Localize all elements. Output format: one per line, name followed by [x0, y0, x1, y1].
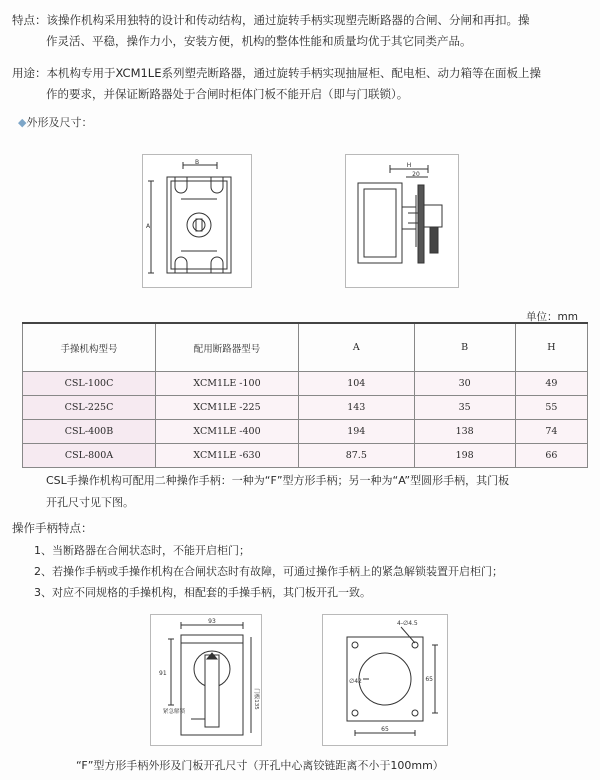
header-b: B — [414, 323, 515, 372]
cell-b: 35 — [414, 396, 515, 420]
features-label: 特点： — [12, 13, 47, 27]
spec-table — [22, 322, 588, 468]
section-title — [18, 114, 92, 130]
table-header-row — [23, 323, 588, 372]
dim-b-label: B — [194, 159, 200, 166]
cell-breaker: XCM1LE -100 — [156, 372, 299, 396]
cell-model: CSL-100C — [23, 372, 156, 396]
header-a: A — [299, 323, 415, 372]
cell-h: 66 — [515, 444, 587, 468]
diamond-icon: ◆ — [18, 116, 27, 129]
circle-dim-label: ∅42 — [349, 678, 362, 685]
cell-h: 74 — [515, 420, 587, 444]
cell-breaker: XCM1LE -225 — [156, 396, 299, 420]
cell-a: 143 — [299, 396, 415, 420]
table-row — [23, 396, 588, 420]
cell-h: 49 — [515, 372, 587, 396]
dim-a-label: A — [146, 223, 151, 230]
dim-h-label: H — [406, 162, 412, 169]
feature-item-2: 2、若操作手柄或手操作机构在合闸状态时有故障，可通过操作手柄上的紧急解锁装置开启柜门； — [34, 565, 503, 578]
header-model: 手操机构型号 — [23, 323, 156, 372]
cell-model: CSL-800A — [23, 444, 156, 468]
dim-20-label: 20 — [412, 171, 420, 178]
hole-label: 4-∅4.5 — [397, 620, 418, 627]
table-row — [23, 444, 588, 468]
usage-label: 用途： — [12, 66, 47, 80]
feature-item-3: 3、对应不同规格的手操机构，相配套的手操手柄，其门板开孔一致。 — [34, 586, 371, 599]
cell-model: CSL-400B — [23, 420, 156, 444]
cell-a: 87.5 — [299, 444, 415, 468]
dim-65-vertical: 65 — [425, 676, 433, 683]
door-cutout-drawing — [322, 614, 448, 746]
cell-a: 194 — [299, 420, 415, 444]
cell-a: 104 — [299, 372, 415, 396]
f-handle-drawing — [150, 614, 262, 746]
usage-line2: 作的要求，并保证断路器处于合闸时柜体门板不能开启（即与门联锁）。 — [46, 87, 409, 101]
header-breaker: 配用断路器型号 — [156, 323, 299, 372]
cell-b: 138 — [414, 420, 515, 444]
features-paragraph — [12, 10, 588, 52]
note-line1: CSL手操作机构可配用二种操作手柄：一种为“F”型方形手柄；另一种为“A”型圆形手柄，其门板 — [46, 474, 510, 487]
handle-features-title: 操作手柄特点： — [12, 521, 93, 535]
table-row — [23, 420, 588, 444]
header-h: H — [515, 323, 587, 372]
side-view-drawing — [345, 154, 459, 288]
table-row — [23, 372, 588, 396]
section-title-text: 外形及尺寸： — [26, 116, 93, 129]
note-line2: 开孔尺寸见下图。 — [46, 496, 134, 509]
handle-note — [46, 470, 586, 514]
cell-breaker: XCM1LE -400 — [156, 420, 299, 444]
figure-caption: “F”型方形手柄外形及门板开孔尺寸（开孔中心离铰链距离不小于100mm） — [76, 759, 444, 772]
dim-91-label: 91 — [159, 670, 167, 677]
dim-93-label: 93 — [208, 618, 216, 625]
front-view-drawing — [142, 154, 252, 288]
dim-135-label: 门板135 — [253, 688, 259, 710]
cell-b: 198 — [414, 444, 515, 468]
features-line2: 作灵活、平稳，操作力小，安装方便，机构的整体性能和质量均优于其它同类产品。 — [46, 34, 472, 48]
cell-model: CSL-225C — [23, 396, 156, 420]
emergency-release-label: 紧急解锁 — [163, 709, 186, 715]
features-line1: 该操作机构采用独特的设计和传动结构，通过旋转手柄实现塑壳断路器的合闸、分闸和再扣。操 — [46, 13, 530, 27]
dim-65-horizontal: 65 — [381, 726, 389, 733]
cell-h: 55 — [515, 396, 587, 420]
usage-line1: 本机构专用于XCM1LE系列塑壳断路器，通过旋转手柄实现抽屉柜、配电柜、动力箱等在面板上操 — [46, 66, 541, 80]
cell-b: 30 — [414, 372, 515, 396]
usage-paragraph — [12, 63, 588, 105]
unit-label: 单位：mm — [526, 311, 578, 323]
cell-breaker: XCM1LE -630 — [156, 444, 299, 468]
feature-item-1: 1、当断路器在合闸状态时，不能开启柜门； — [34, 544, 250, 557]
